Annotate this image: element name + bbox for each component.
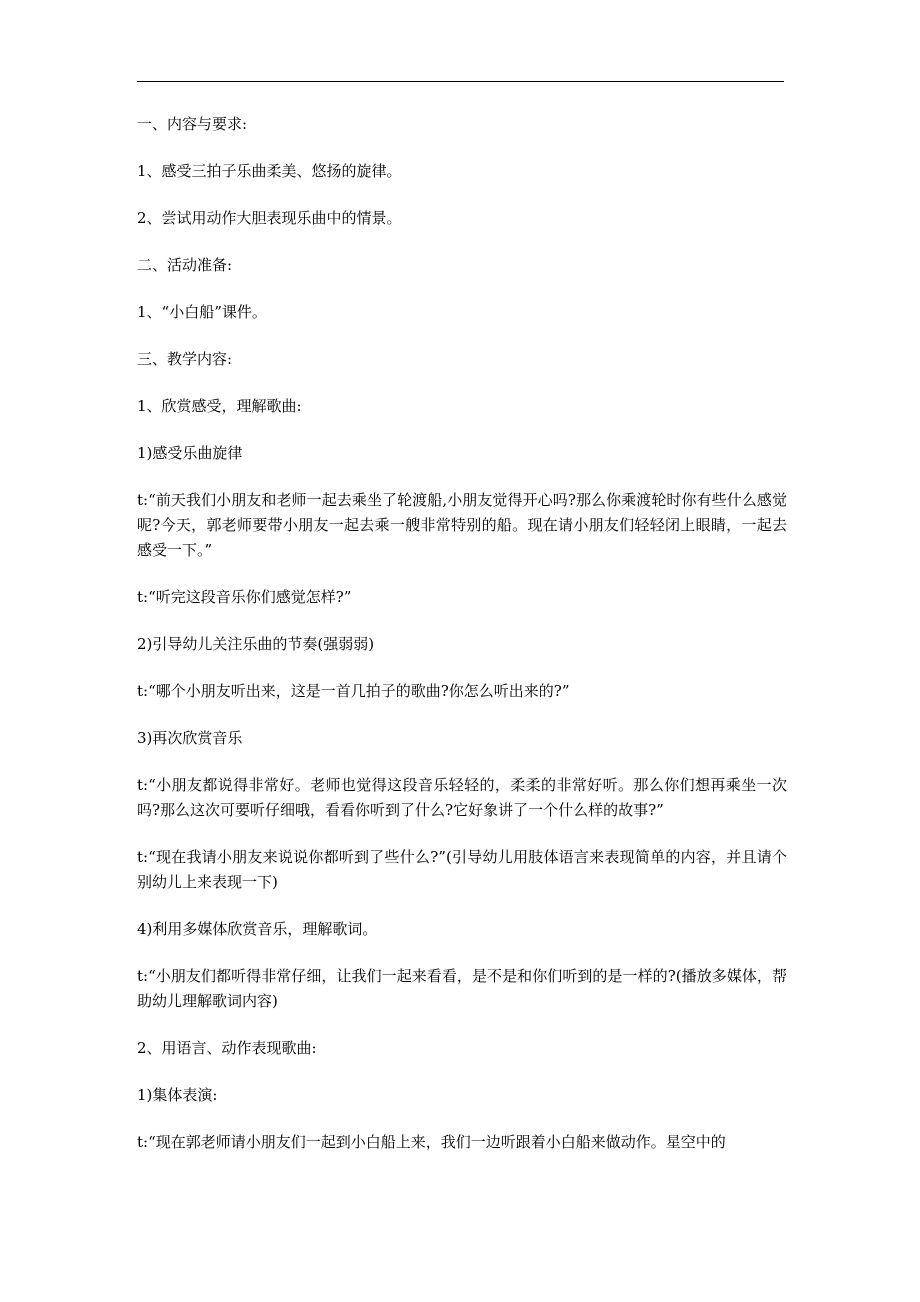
heading-activity-preparation: 二、活动准备:	[137, 256, 233, 274]
teacher-dialogue: t:“哪个小朋友听出来，这是一首几拍子的歌曲?你怎么听出来的?”	[137, 682, 570, 700]
teacher-dialogue: t:“现在郭老师请小朋友们一起到小白船上来，我们一边听跟着小白船来做动作。星空中的	[137, 1133, 726, 1151]
requirement-item: 1、感受三拍子乐曲柔美、悠扬的旋律。	[137, 162, 402, 180]
teacher-dialogue: t:“听完这段音乐你们感觉怎样?”	[137, 588, 352, 606]
sub-heading: 2)引导幼儿关注乐曲的节奏(强弱弱)	[137, 635, 375, 653]
teacher-dialogue: t:“小朋友们都听得非常仔细，让我们一起来看看，是不是和你们听到的是一样的?(播放多媒体，帮助幼儿理解歌词内容)	[137, 967, 787, 1010]
requirement-item: 2、尝试用动作大胆表现乐曲中的情景。	[137, 209, 402, 227]
teacher-dialogue: t:“现在我请小朋友来说说你都听到了些什么?”(引导幼儿用肢体语言来表现简单的内容，并且请个别幼儿上来表现一下)	[137, 848, 787, 891]
heading-content-requirements: 一、内容与要求:	[137, 115, 248, 133]
header-rule	[137, 81, 784, 82]
teacher-dialogue: t:“小朋友都说得非常好。老师也觉得这段音乐轻轻的，柔柔的非常好听。那么你们想再乘坐一次吗?那么这次可要听仔细哦，看看你听到了什么?它好象讲了一个什么样的故事?”	[137, 776, 787, 819]
sub-heading: 4)利用多媒体欣赏音乐，理解歌词。	[137, 920, 378, 938]
preparation-item: 1、“小白船”课件。	[137, 303, 267, 321]
document-body	[137, 112, 787, 1177]
sub-heading: 1)集体表演:	[137, 1086, 218, 1104]
section-heading: 2、用语言、动作表现歌曲:	[137, 1039, 317, 1057]
sub-heading: 1)感受乐曲旋律	[137, 444, 243, 462]
teacher-dialogue: t:“前天我们小朋友和老师一起去乘坐了轮渡船,小朋友觉得开心吗?那么你乘渡轮时你有些什么感觉呢?今天，郭老师要带小朋友一起去乘一艘非常特别的船。现在请小朋友们轻轻闭上眼睛，一起去感受一下。”	[137, 491, 787, 559]
sub-heading: 3)再次欣赏音乐	[137, 729, 243, 747]
heading-teaching-content: 三、教学内容:	[137, 350, 233, 368]
section-heading: 1、欣赏感受，理解歌曲:	[137, 397, 302, 415]
